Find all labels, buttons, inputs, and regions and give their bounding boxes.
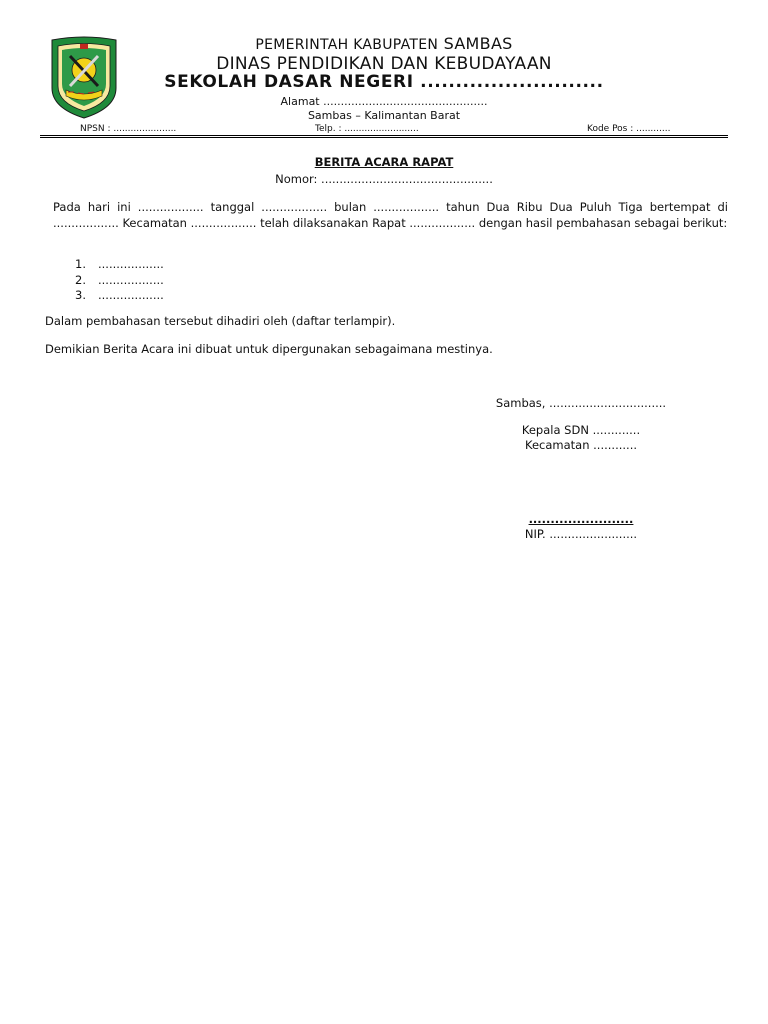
signature-role-line1: Kepala SDN ............. <box>521 423 641 437</box>
list-item <box>75 288 164 304</box>
list-item-text: .................. <box>98 288 164 302</box>
closing-paragraph: Demikian Berita Acara ini dibuat untuk dipergunakan sebagaimana mestinya. <box>45 342 493 356</box>
school-address: Alamat ............................................... <box>280 95 488 108</box>
government-line <box>0 34 768 53</box>
list-item <box>75 273 164 289</box>
document-title: BERITA ACARA RAPAT <box>314 155 454 169</box>
signatory-nip: NIP. ........................ <box>524 527 638 541</box>
telp-field: Telp. : .......................... <box>315 124 419 134</box>
list-item-text: .................. <box>98 272 164 287</box>
npsn-field: NPSN : ...................... <box>80 124 177 134</box>
school-name: SEKOLAH DASAR NEGERI .......................... <box>164 72 604 92</box>
list-item <box>75 257 164 273</box>
list-item-number: 1. <box>75 257 86 271</box>
header-rule-thick <box>40 137 728 138</box>
regency-name: SAMBAS <box>443 34 513 53</box>
list-item-number: 3. <box>75 288 86 302</box>
discussion-list <box>75 257 164 304</box>
kodepos-field: Kode Pos : ............ <box>587 124 671 134</box>
list-item-text: .................. <box>98 257 164 271</box>
attendance-paragraph: Dalam pembahasan tersebut dihadiri oleh (daftar terlampir). <box>45 314 396 328</box>
opening-paragraph: Pada hari ini .................. tanggal .................. bulan .................. tahun Dua Ribu Dua Puluh Tiga bertempat di .................. Kecamatan .................. telah dilaksanakan Rapat .................. dengan hasil pembahasan sebagai berikut: <box>53 200 728 230</box>
school-city: Sambas – Kalimantan Barat <box>307 109 461 122</box>
header-rule-thin <box>40 135 728 136</box>
document-number: Nomor: ............................................... <box>275 172 493 186</box>
signature-role-line2: Kecamatan ............ <box>524 438 638 452</box>
signature-place-date: Sambas, ................................ <box>495 396 667 410</box>
government-prefix: PEMERINTAH KABUPATEN <box>255 37 439 53</box>
department-line: DINAS PENDIDIKAN DAN KEBUDAYAAN <box>216 54 552 74</box>
signatory-name: ........................ <box>528 512 634 526</box>
list-item-number: 2. <box>75 272 86 287</box>
